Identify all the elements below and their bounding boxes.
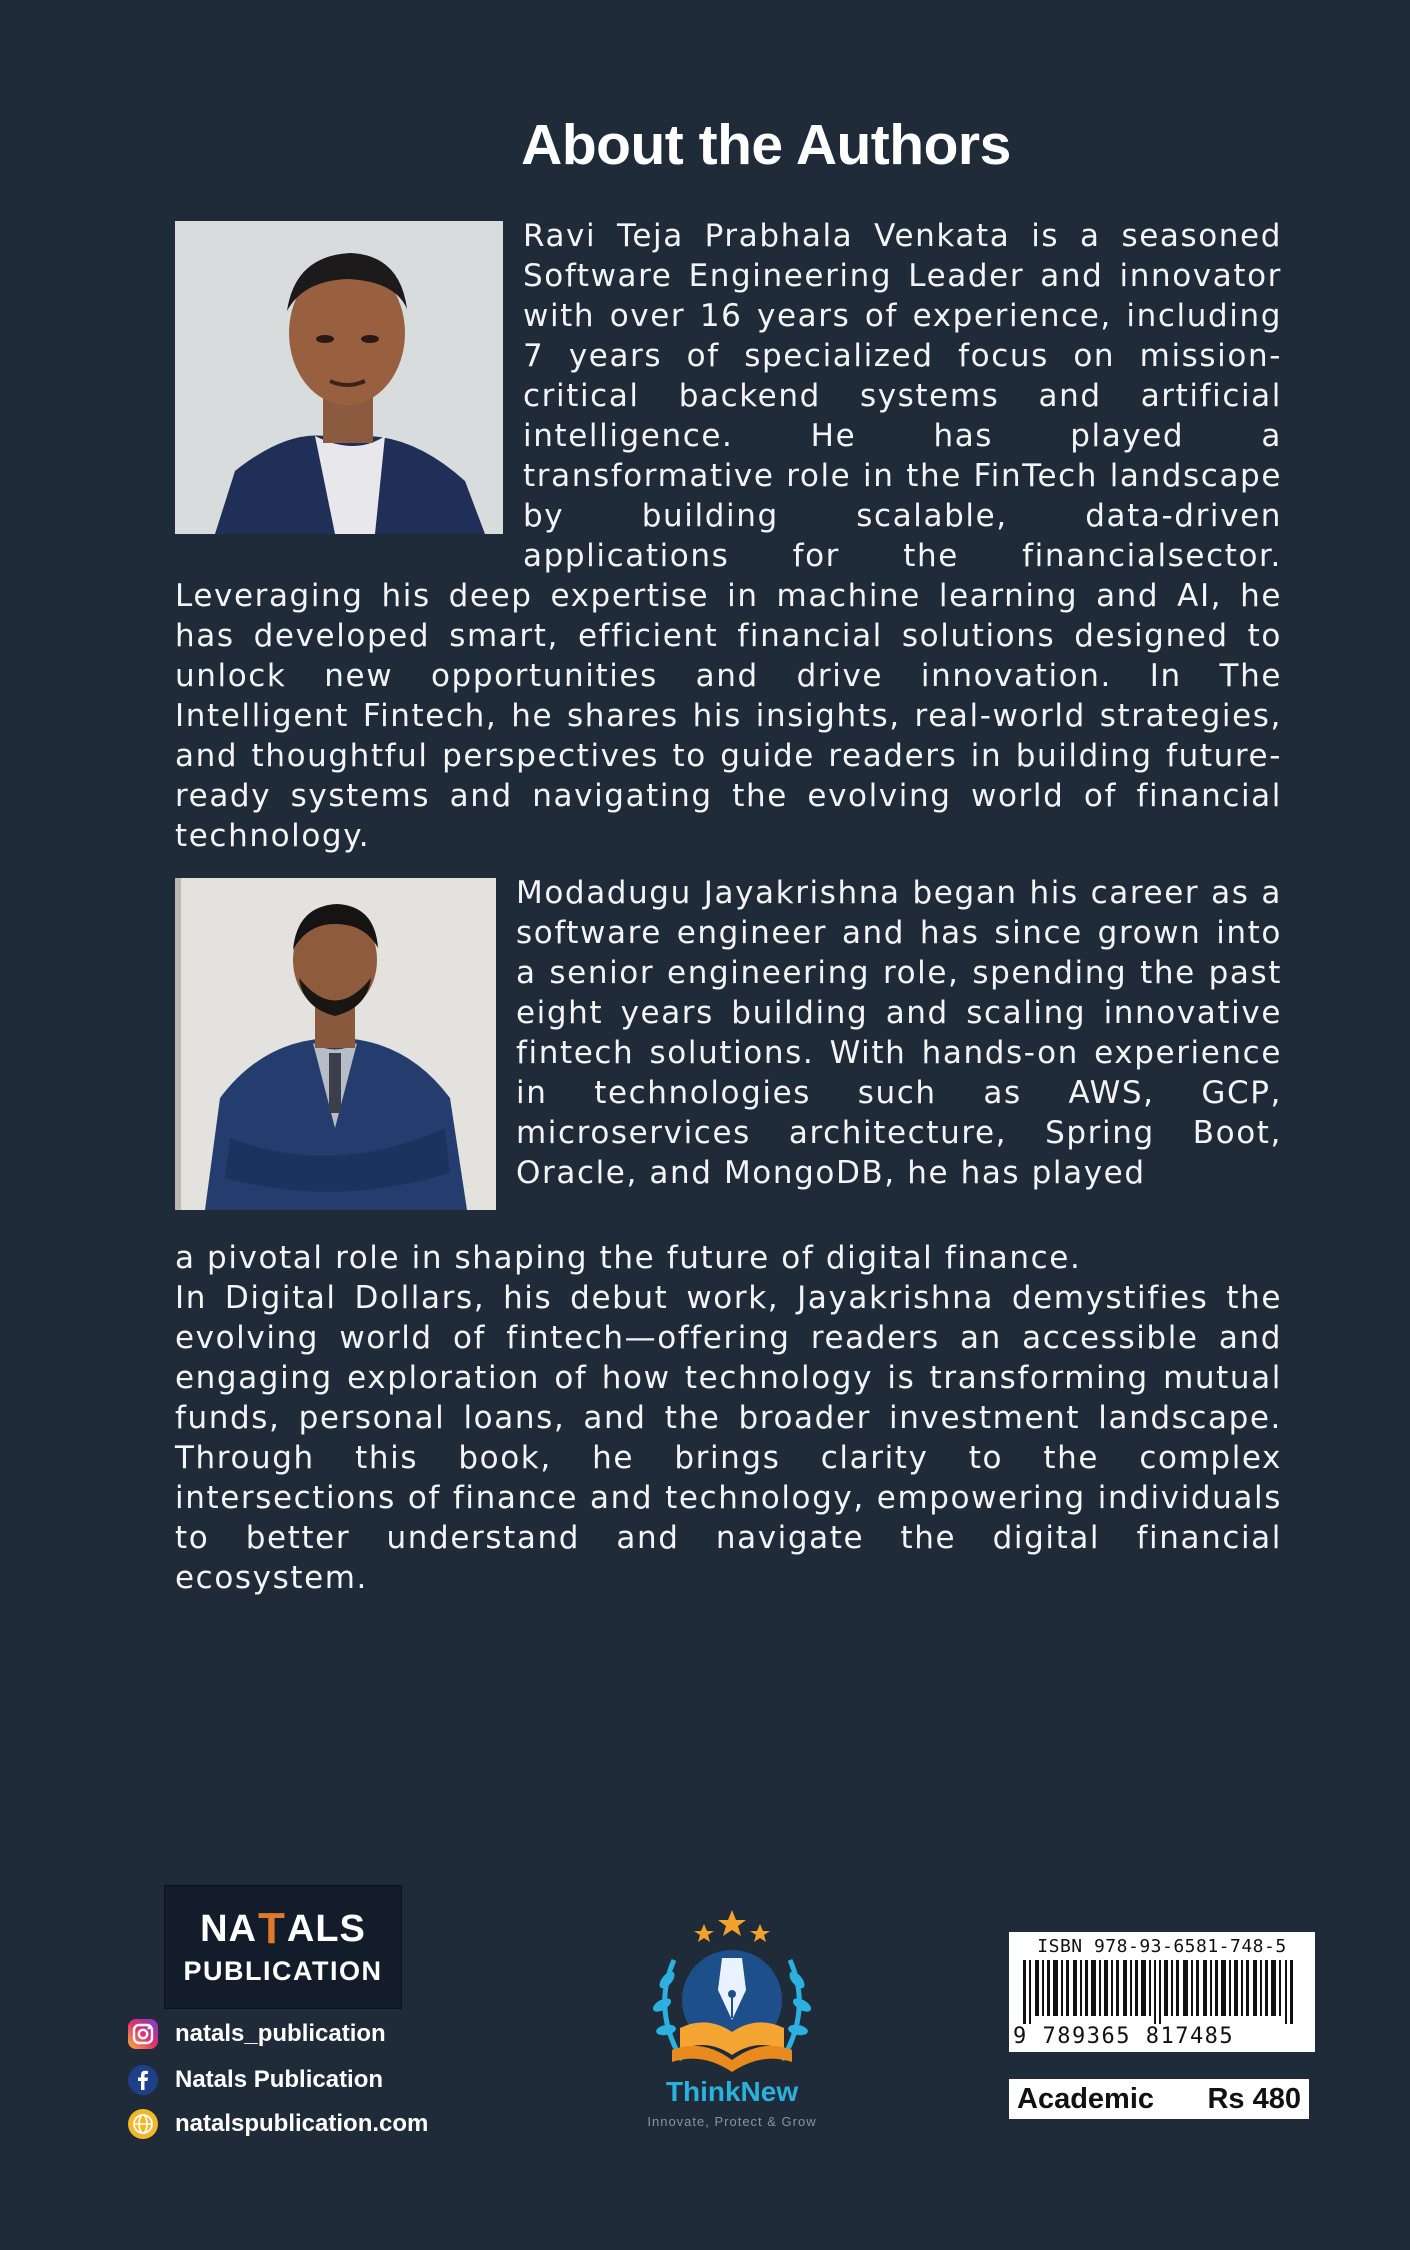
isbn-barcode <box>1009 1932 1315 2052</box>
imprint-emblem-icon <box>612 1910 852 2080</box>
globe-icon <box>127 2108 159 2140</box>
publisher-logo <box>164 1885 402 2009</box>
author-bio: Modadugu Jayakrishna began his career as a software engineer and has since grown into a senior engineering role, spending the past eight years building and scaling innovative fintech solutions. With hands-on experience in technologies such as AWS, GCP, microservices architecture, Spring Boot, Oracle, and MongoDB, he has played <box>516 875 1282 1191</box>
author-portrait-ravi <box>175 221 503 534</box>
publisher-logo-wordmark: NA T ALS <box>200 1903 366 1953</box>
book-category: Academic <box>1017 2082 1155 2115</box>
imprint-logo <box>612 1910 852 2130</box>
instagram-link[interactable] <box>127 2018 386 2050</box>
author-portrait-jayakrishna <box>175 878 496 1210</box>
author-section-1 <box>175 216 1282 856</box>
author-bio: In Digital Dollars, his debut work, Jayakrishna demystifies the evolving world of fintech—offering readers an accessible and engaging exploration of how technology is transforming mutual funds, personal loans, and the broader investment landscape. Through this book, he brings clarity to the complex intersections of finance and technology, empowering individuals to better understand and navigate the digital financial ecosystem. <box>175 1280 1282 1596</box>
price-label <box>1009 2079 1309 2119</box>
imprint-name: ThinkNew <box>665 2076 799 2107</box>
author-bio: a pivotal role in shaping the future of digital finance. <box>175 1240 1082 1276</box>
facebook-page-name: Natals Publication <box>175 2066 384 2093</box>
website-url: natalspublication.com <box>175 2110 429 2137</box>
facebook-link[interactable] <box>127 2064 383 2096</box>
imprint-tagline: Innovate, Protect & Grow <box>647 2114 817 2129</box>
book-price: Rs 480 <box>1207 2082 1301 2115</box>
instagram-handle: natals_publication <box>175 2020 386 2047</box>
author-section-2 <box>175 873 1282 1598</box>
author-bio: Ravi Teja Prabhala Venkata is a seasoned Software Engineering Leader and innovator with over 16 years of experience, including 7 years of specialized focus on mission-critical backend systems and artificial intelligence. He has played a transformative role in the FinTech landscape by building scalable, data-driven applications for the financialsector. Leveraging his deep expertise in machine learning and AI, he has developed smart, efficient financial solutions designed to unlock new opportunities and drive innovation. In The Intelligent Fintech, he shares his insights, real-world strategies, and thoughtful perspectives to guide readers in building future-ready systems and navigating the evolving world of financial technology. <box>175 218 1282 854</box>
facebook-icon <box>127 2064 159 2096</box>
instagram-icon <box>127 2018 159 2050</box>
page-title: About the Authors <box>521 113 1011 177</box>
barcode-icon <box>1023 1960 1301 2024</box>
isbn-digits: 9 789365 817485 <box>1013 2024 1235 2049</box>
isbn-label: ISBN 978-93-6581-748-5 <box>1037 1936 1287 1957</box>
publisher-logo-subtitle: PUBLICATION <box>183 1955 383 1986</box>
website-link[interactable] <box>127 2108 428 2140</box>
